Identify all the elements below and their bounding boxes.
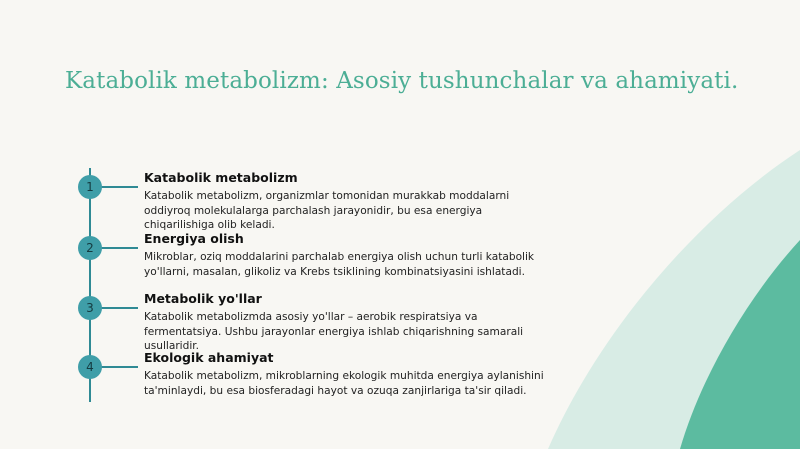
step-description: Katabolik metabolizm, organizmlar tomonidan murakkab moddalarni oddiyroq molekulalarga parchalash jarayonidir, bu esa energiya chiqarilishiga olib keladi. [144,190,510,231]
step-connector [100,307,138,309]
step-connector [100,247,138,249]
step-number-badge: 3 [78,296,102,320]
step-description: Mikroblar, oziq moddalarini parchalab energiya olish uchun turli katabolik yo'llarni, masalan, glikoliz va Krebs tsiklining kombinatsiyasini ishlatadi. [144,251,535,278]
step-number-badge: 4 [78,355,102,379]
step-title: Metabolik yo'llar [144,291,262,306]
step-number-badge: 2 [78,236,102,260]
step-description: Katabolik metabolizm, mikroblarning ekologik muhitda energiya aylanishini ta'minlaydi, bu esa biosferadagi hayot va ozuqa zanjirlariga ta'sir qiladi. [144,370,544,397]
step-description: Katabolik metabolizmda asosiy yo'llar – aerobik respiratsiya va fermentatsiya. Ushbu jarayonlar energiya ishlab chiqarishning samarali usullaridir. [144,311,524,352]
step-connector [100,366,138,368]
step-title: Katabolik metabolizm [144,170,298,185]
slide-title: Katabolik metabolizm: Asosiy tushunchalar va ahamiyati. [65,68,739,94]
step-title: Ekologik ahamiyat [144,350,274,365]
step-connector [100,186,138,188]
step-number-badge: 1 [78,175,102,199]
step-title: Energiya olish [144,231,244,246]
